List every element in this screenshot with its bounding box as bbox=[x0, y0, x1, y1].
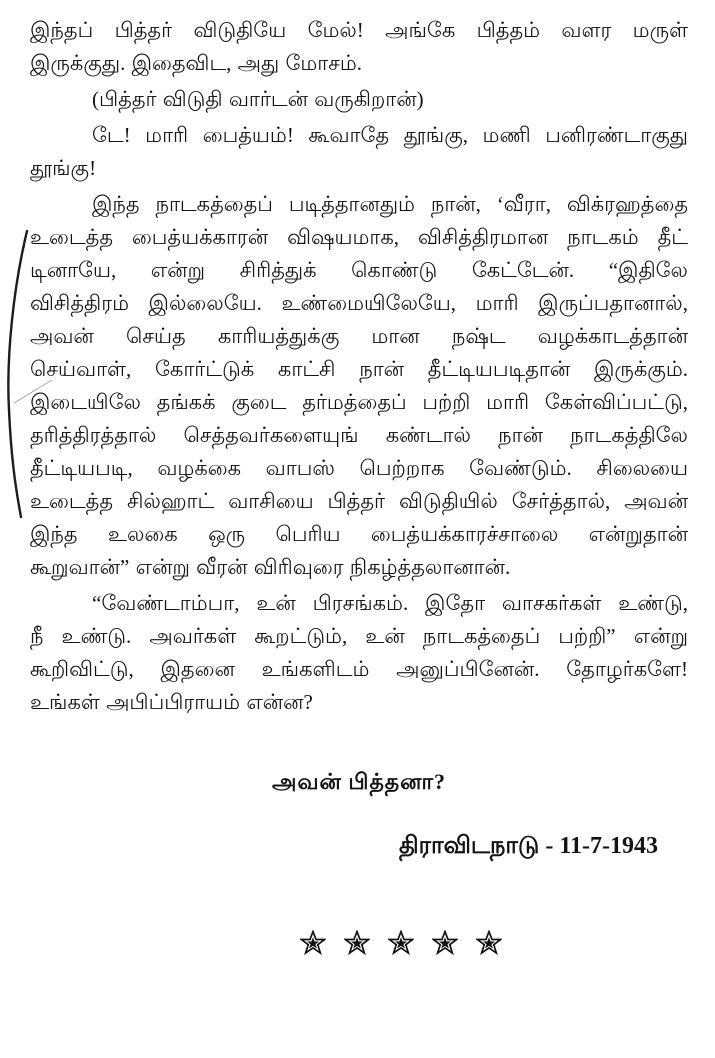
text-line: அவன் செய்த காரியத்துக்கு மான நஷ்ட வழக்காடத்தான் bbox=[30, 324, 688, 348]
stars-row bbox=[72, 925, 715, 955]
text-line: விசித்திரம் இல்லையே. உண்மையிலேயே, மாரி இருப்பதானால், bbox=[30, 291, 688, 315]
star-in-star-icon bbox=[476, 930, 502, 956]
text-line: செய்வாள், கோர்ட்டுக் காட்சி நான் தீட்டியபடிதான் இருக்கும். bbox=[30, 357, 688, 381]
star-in-star-icon bbox=[388, 930, 414, 956]
text-line: டினாயே, என்று சிரித்துக் கொண்டு கேட்டேன். “இதிலே bbox=[30, 258, 688, 282]
paragraphs-container bbox=[30, 14, 688, 719]
text-line: கூறுவான்” என்று வீரன் விரிவுரை நிகழ்த்தலானான். bbox=[30, 555, 511, 579]
paragraph bbox=[30, 188, 688, 584]
section-heading: அவன் பித்தனா? bbox=[272, 769, 446, 794]
star-in-star-icon bbox=[300, 930, 326, 956]
text-line: தரித்திரத்தால் செத்தவர்களையுங் கண்டால் நான் நாடகத்திலே bbox=[30, 423, 688, 447]
text-line: டே! மாரி பைத்யம்! கூவாதே தூங்கு, மணி பனிரண்டாகுது bbox=[92, 123, 688, 147]
text-line: இருக்குது. இதைவிட, அது மோசம். bbox=[30, 51, 363, 75]
star-in-star-icon bbox=[344, 930, 370, 956]
source-and-date: திராவிடநாடு - 11-7-1943 bbox=[398, 833, 658, 859]
text-line: கூறிவிட்டு, இதனை உங்களிடம் அனுப்பினேன். தோழர்களே! bbox=[30, 657, 688, 681]
text-line: இந்த உலகை ஒரு பெரிய பைத்யக்காரச்சாலை என்றுதான் bbox=[30, 522, 688, 546]
text-line: “வேண்டாம்பா, உன் பிரசங்கம். இதோ வாசகர்கள் உண்டு, bbox=[92, 591, 688, 615]
text-line: உடைத்த பைத்யக்காரன் விஷயமாக, விசித்திரமான நாடகம் தீட் bbox=[30, 225, 688, 249]
text-line: தூங்கு! bbox=[30, 156, 97, 180]
paragraph bbox=[30, 119, 688, 185]
star-in-star-icon bbox=[432, 930, 458, 956]
paragraph bbox=[30, 83, 688, 116]
text-line: உடைத்த சில்ஹாட் வாசியை பித்தர் விடுதியில் சேர்த்தால், அவன் bbox=[30, 489, 688, 513]
text-line: இடையிலே தங்கக் குடை தர்மத்தைப் பற்றி மாரி கேள்விப்பட்டு, bbox=[30, 390, 688, 414]
text-block bbox=[30, 14, 688, 955]
text-line: இந்த நாடகத்தைப் படித்தானதும் நான், ‘வீரா, விக்ரஹத்தை bbox=[92, 192, 688, 216]
text-line: இந்தப் பித்தர் விடுதியே மேல்! அங்கே பித்தம் வளர மருள் bbox=[30, 18, 688, 42]
text-line: தீட்டியபடி, வழக்கை வாபஸ் பெற்றாக வேண்டும். சிலையை bbox=[30, 456, 688, 480]
text-line: உங்கள் அபிப்பிராயம் என்ன? bbox=[30, 690, 313, 714]
paragraph bbox=[30, 14, 688, 80]
text-line: (பித்தர் விடுதி வார்டன் வருகிறான்) bbox=[92, 87, 424, 111]
text-line: நீ உண்டு. அவர்கள் கூறட்டும், உன் நாடகத்தைப் பற்றி” என்று bbox=[30, 624, 688, 648]
paragraph bbox=[30, 587, 688, 719]
